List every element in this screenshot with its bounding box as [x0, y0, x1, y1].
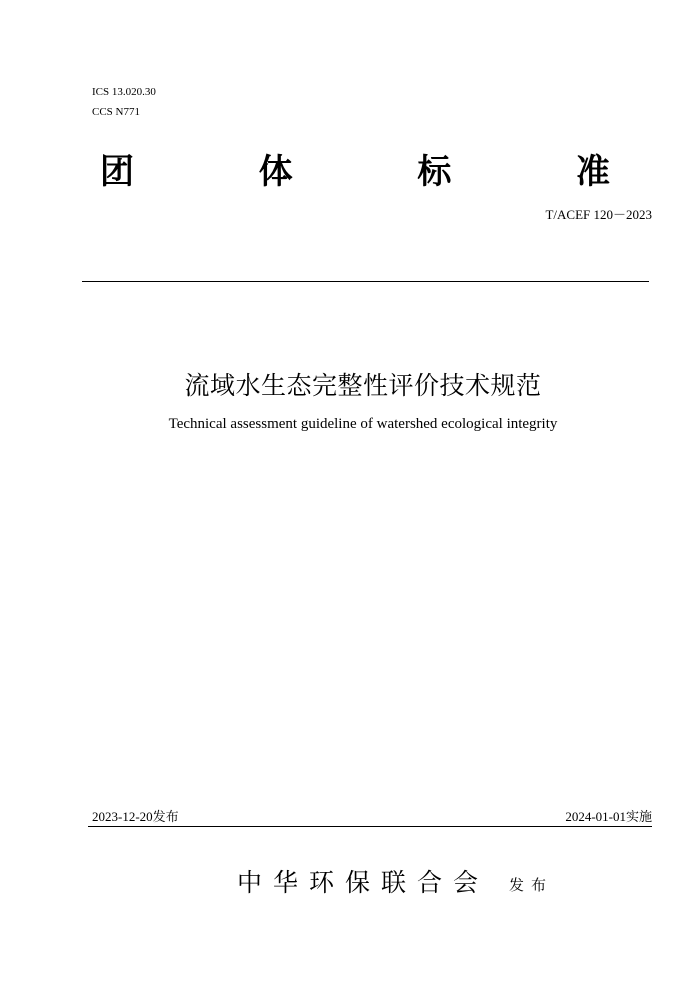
publish-date: 2023-12-20发布 [92, 809, 179, 824]
ics-code: ICS 13.020.30 [92, 86, 156, 98]
standard-type-char: 标 [417, 152, 452, 192]
document-title-chinese: 流域水生态完整性评价技术规范 [184, 371, 542, 400]
bottom-divider [88, 826, 652, 827]
standard-type-char: 体 [258, 152, 293, 192]
ccs-code: CCS N771 [92, 106, 140, 118]
standard-type-char: 团 [100, 152, 134, 192]
standard-type-heading [100, 150, 610, 194]
issuer-suffix: 发布 [509, 876, 554, 894]
effective-date: 2024-01-01实施 [565, 809, 652, 824]
standard-number: T/ACEF 120－2023 [545, 207, 652, 222]
issuer-name: 中华环保联合会 [237, 868, 490, 897]
standard-type-char: 准 [575, 152, 610, 192]
document-title-english: Technical assessment guideline of watershed ecological integrity [168, 416, 558, 432]
top-divider [82, 281, 649, 282]
